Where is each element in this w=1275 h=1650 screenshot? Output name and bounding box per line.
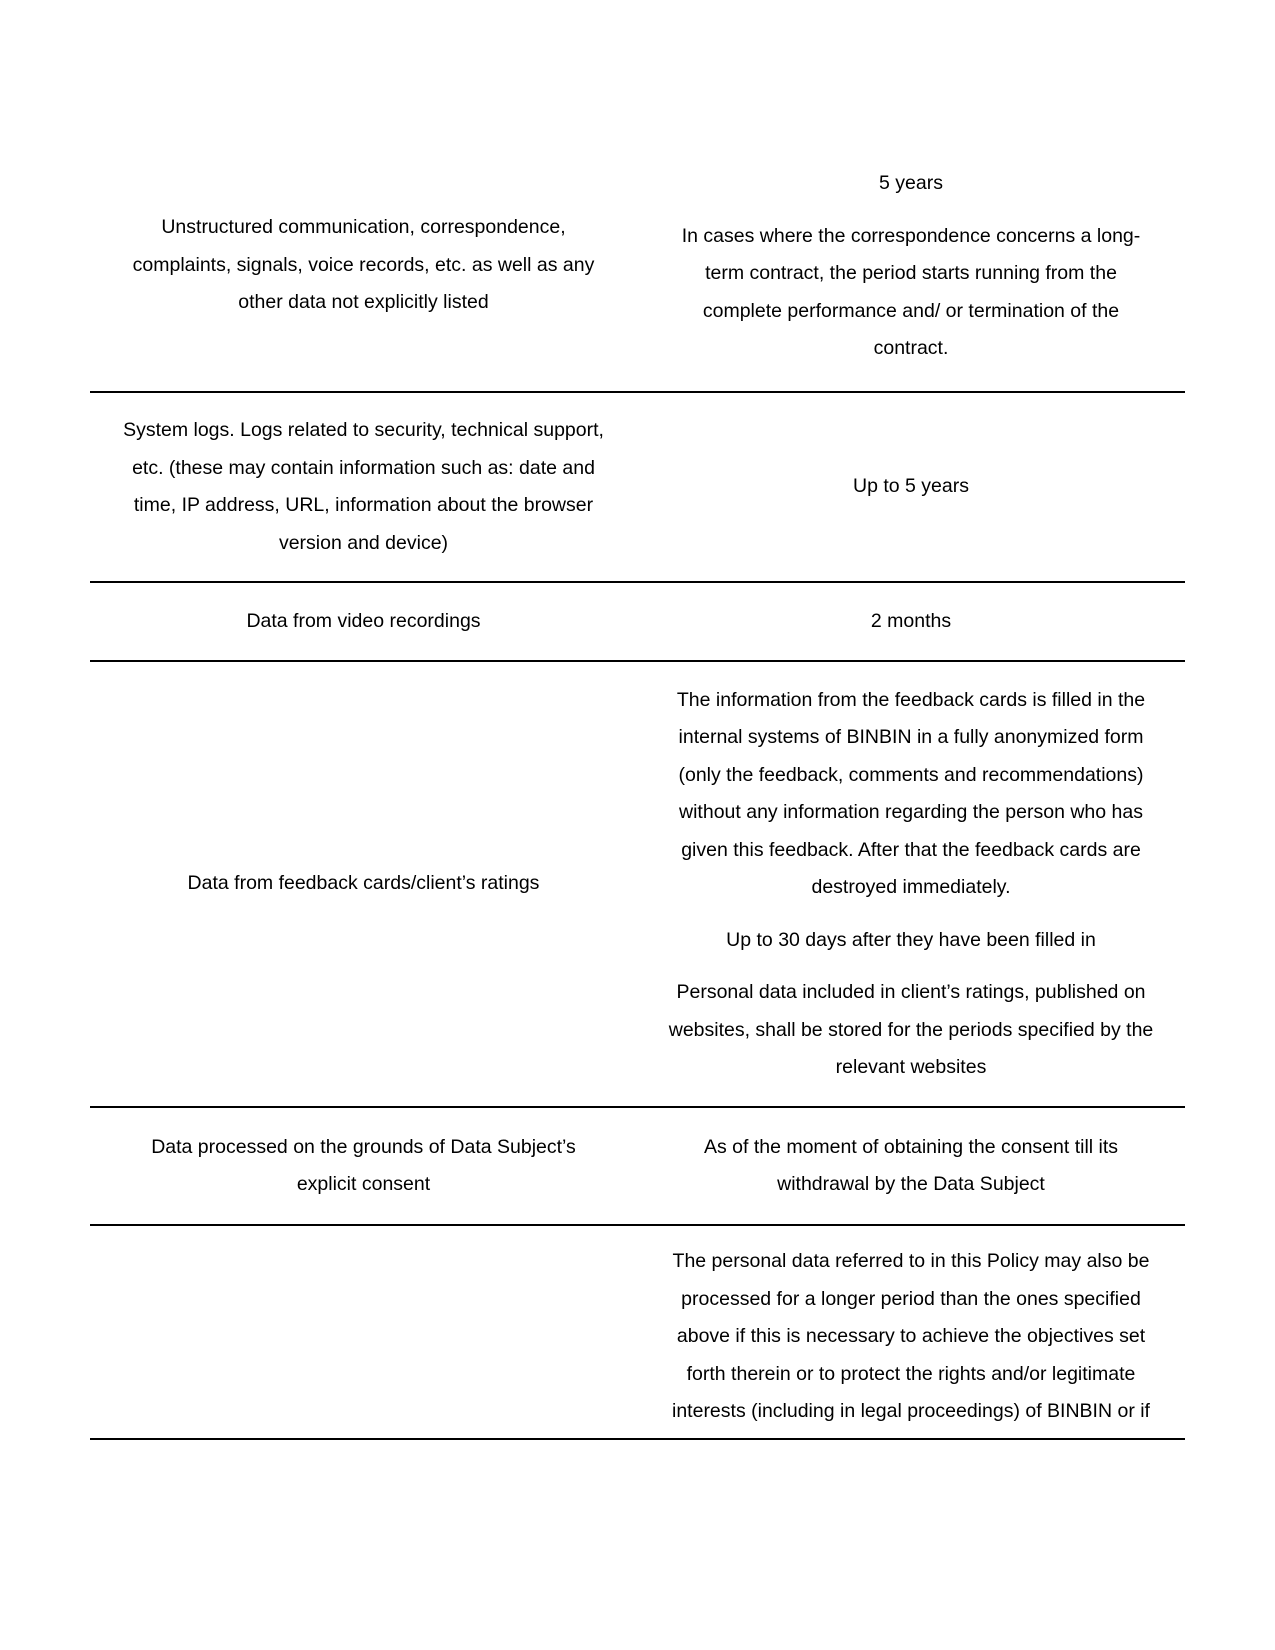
table-row <box>90 1226 1185 1440</box>
retention-period-text: Personal data included in client’s ratings, published on websites, shall be stored for the periods specified by the relevant websites <box>668 981 1154 1078</box>
data-category-cell <box>90 1226 637 1438</box>
table-row <box>90 1108 1185 1226</box>
retention-period-text: The information from the feedback cards is filled in the internal systems of BINBIN in a fully anonymized form (only the feedback, comments and recommendations) without any information regarding the person who has given this feedback. After that the feedback cards are destroyed immediately. <box>676 688 1146 898</box>
data-category-cell <box>90 165 637 391</box>
data-category-text: Data from feedback cards/client’s ratings <box>187 872 540 895</box>
retention-table <box>90 165 1185 1440</box>
retention-period-cell <box>637 1226 1185 1438</box>
table-row <box>90 393 1185 583</box>
retention-period-text: Up to 30 days after they have been filled in <box>726 928 1096 951</box>
data-category-text: Unstructured communication, correspondence, complaints, signals, voice records, etc. as well as any other data not explicitly listed <box>132 216 595 313</box>
table-row <box>90 165 1185 393</box>
retention-period-cell <box>637 662 1185 1106</box>
retention-period-text: 2 months <box>870 609 952 632</box>
retention-period-text: As of the moment of obtaining the consent till its withdrawal by the Data Subject <box>703 1135 1119 1195</box>
data-category-text: System logs. Logs related to security, technical support, etc. (these may contain information such as: date and time, IP address, URL, information about the browser version and device) <box>123 419 604 554</box>
retention-period-cell <box>637 393 1185 581</box>
data-category-cell <box>90 662 637 1106</box>
table-row <box>90 662 1185 1108</box>
table-row <box>90 583 1185 662</box>
retention-period-note: In cases where the correspondence concerns a long-term contract, the period starts running from the complete performance and/ or termination of the contract. <box>681 224 1141 359</box>
retention-period-text: Up to 5 years <box>853 475 969 498</box>
data-category-cell <box>90 393 637 581</box>
retention-period-cell <box>637 1108 1185 1224</box>
retention-period-cell <box>637 583 1185 660</box>
retention-period-text: 5 years <box>879 172 943 194</box>
data-category-text: Data processed on the grounds of Data Subject’s explicit consent <box>151 1135 576 1195</box>
data-category-cell <box>90 583 637 660</box>
data-category-cell <box>90 1108 637 1224</box>
retention-period-cell <box>637 165 1185 391</box>
retention-period-text: The personal data referred to in this Policy may also be processed for a longer period than the ones specified above if this is necessary to achieve the objectives set forth therein or to protect the rights and/or legitimate interests (including in legal proceedings) of BINBIN or if <box>672 1250 1150 1422</box>
data-category-text: Data from video recordings <box>246 609 481 632</box>
